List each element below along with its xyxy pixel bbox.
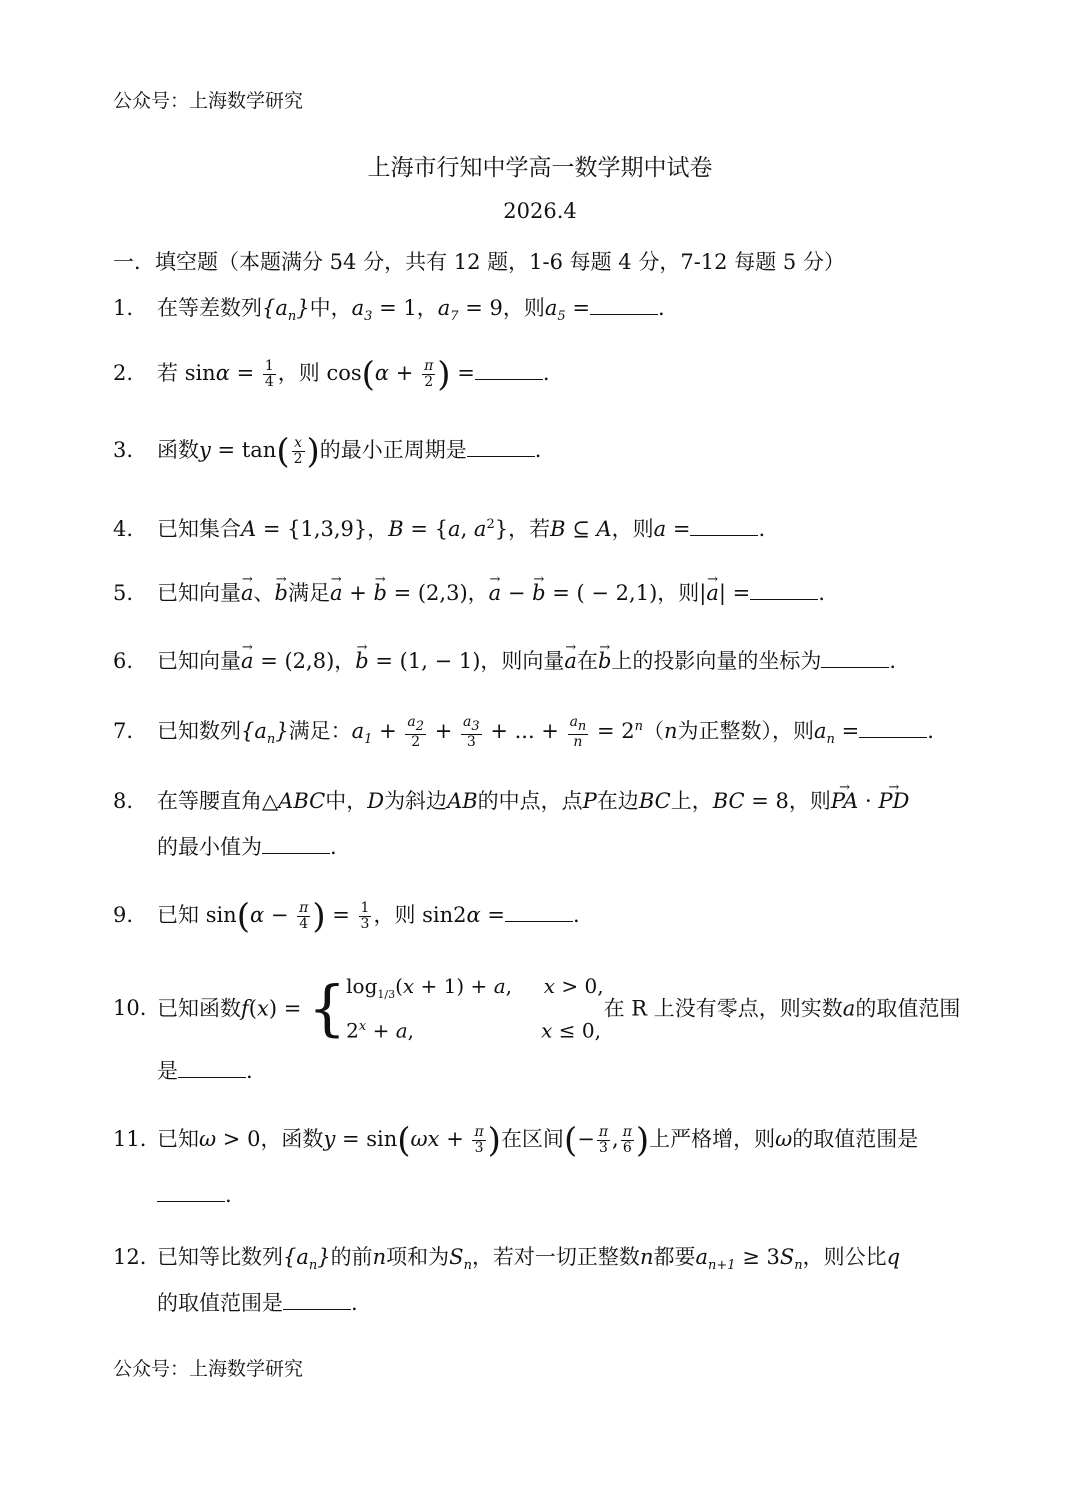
question-number: 4. — [113, 517, 134, 541]
question-number: 5. — [113, 581, 134, 605]
answer-blank[interactable] — [262, 835, 330, 854]
question-number: 7. — [113, 719, 134, 743]
question-5: 5. 已知向量→ a、→ b满足→ a + → b = (2,3)，→ a − → b = ( − 2,1)，则|→ a| = . — [113, 578, 825, 608]
question-12: 12. 已知等比数列$\{a_n\}$的前n项和为$S_n$，若对一切正整数n都要$a_{n+1} \ge 3S_n$，则公比q — [113, 1242, 900, 1281]
question-2: 2. 若 sinα = $\frac{1}{4}$ ，则 cos(α + $\frac{\pi}{2}$ ) = . — [113, 354, 550, 395]
answer-blank[interactable] — [590, 296, 658, 315]
question-number: 10. — [113, 996, 147, 1021]
answer-blank[interactable] — [750, 581, 818, 600]
question-9: 9. 已知 sin(α − $\frac{\pi}{4}$ ) = $\frac{1}{3}$ ，则 sin2α = . — [113, 896, 580, 937]
answer-blank[interactable] — [283, 1291, 351, 1310]
answer-blank[interactable] — [859, 719, 927, 738]
question-10-cont: 是 . — [157, 1059, 253, 1083]
header-note: 公众号：上海数学研究 — [113, 90, 304, 112]
question-11-cont: . — [113, 1180, 232, 1210]
page-title: 上海市行知中学高一数学期中试卷 — [367, 155, 713, 181]
answer-blank[interactable] — [178, 1059, 246, 1078]
question-3: 3. 函数y = tan( $\frac{x}{2}$ )的最小正周期是 . — [113, 431, 542, 472]
question-number: 12. — [113, 1245, 147, 1269]
answer-blank[interactable] — [157, 1183, 225, 1202]
question-8-cont: 的最小值为 . — [157, 835, 337, 859]
question-number: 11. — [113, 1127, 147, 1151]
question-11: 11. 已知ω > 0，函数y = sin(ωx + $\frac{\pi}{3}$ )在区间(− $\frac{\pi}{3}$ , $\frac{\pi}{6}$ )上严格增，则ω的取值范围是 — [113, 1120, 919, 1161]
question-6: 6. 已知向量→ a = (2,8)，→ b = (1, − 1)，则向量→ a在→ b上的投影向量的坐标为 . — [113, 646, 896, 676]
question-7: 7. 已知数列$\{a_n\}$满足：$a_1$ + $\frac{a_2}{2}$ + $\frac{a_3}{3}$ + ... + $\frac{a_n}{n}$ = $2^n(n$为正整数），则$a_n$ = . — [113, 714, 934, 750]
answer-blank[interactable] — [821, 649, 889, 668]
question-number: 1. — [113, 296, 134, 320]
question-number: 3. — [113, 438, 134, 462]
question-4: 4. 已知集合A = {1,3,9}，B = {a, $a^2$}，若B ⊆ A，则a = . — [113, 510, 765, 544]
question-number: 8. — [113, 789, 134, 813]
question-12-cont: 的取值范围是 . — [157, 1291, 358, 1315]
answer-blank[interactable] — [690, 517, 758, 536]
question-10: 10. 已知函数f(x) = { $\log_{1/3}(x + 1) + a$, x > 0, $2^x + a$, x ≤ 0, 在 R 上没有零点，则实数a的取值范围 — [113, 970, 960, 1042]
question-1: 1. 在等差数列$\{a_n\}$中，$a_3 = 1$，$a_7 = 9$，则$a_5$ = . — [113, 293, 665, 332]
section-heading: 一．填空题（本题满分 54 分，共有 12 题，1-6 每题 4 分，7-12 每题 5 分） — [113, 250, 845, 274]
answer-blank[interactable] — [505, 903, 573, 922]
question-number: 9. — [113, 903, 134, 927]
answer-blank[interactable] — [467, 438, 535, 457]
question-8: 8. 在等腰直角△ABC中，D为斜边AB的中点，点P在边BC上，BC = 8，则→ PA · → PD — [113, 786, 909, 816]
footer-note: 公众号：上海数学研究 — [113, 1358, 304, 1380]
answer-blank[interactable] — [475, 361, 543, 380]
question-number: 6. — [113, 649, 134, 673]
question-number: 2. — [113, 361, 134, 385]
exam-date: 2026.4 — [503, 199, 577, 223]
piecewise-function: { $\log_{1/3}(x + 1) + a$, x > 0, $2^x + a$, x ≤ 0, — [307, 973, 604, 1044]
